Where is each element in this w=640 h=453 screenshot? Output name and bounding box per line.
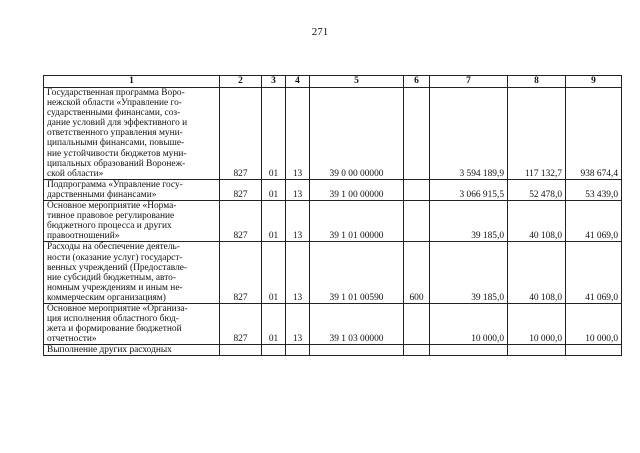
- row-name-cell: [44, 88, 220, 180]
- ministry-code-cell: [220, 345, 262, 356]
- target-article-cell: 39 0 00 00000: [310, 88, 404, 180]
- row-name-cell: [44, 345, 220, 356]
- header-cell-3: 3: [262, 76, 286, 88]
- ministry-code-cell: 827: [220, 179, 262, 200]
- header-cell-5: 5: [310, 76, 404, 88]
- subsection-cell: [286, 345, 310, 356]
- amount-col7-cell: 39 185,0: [430, 242, 508, 304]
- table-row: [44, 303, 622, 344]
- name-line: Основное мероприятие «Норма-: [47, 201, 177, 212]
- expense-type-cell: [404, 179, 430, 200]
- page-number: 271: [311, 26, 329, 38]
- name-line: отчетности»: [47, 334, 97, 345]
- target-article-cell: 39 1 00 00000: [310, 179, 404, 200]
- amount-col9-cell: 53 439,0: [566, 179, 622, 200]
- header-cell-6: 6: [404, 76, 430, 88]
- name-line: Расходы на обеспечение деятель-: [47, 242, 180, 253]
- amount-col7-cell: [430, 345, 508, 356]
- name-line: номным учреждениям и иным не-: [47, 282, 183, 293]
- name-line: венных учреждений (Предоставле-: [47, 262, 188, 273]
- target-article-cell: [310, 345, 404, 356]
- amount-col8-cell: 40 108,0: [508, 201, 566, 242]
- table-row: [44, 242, 622, 304]
- target-article-cell: 39 1 01 00590: [310, 242, 404, 304]
- subsection-cell: 13: [286, 179, 310, 200]
- amount-col7-cell: 3 066 915,5: [430, 179, 508, 200]
- amount-col8-cell: 40 108,0: [508, 242, 566, 304]
- amount-col8-cell: 117 132,7: [508, 88, 566, 180]
- name-line: Основное мероприятие «Организа-: [47, 303, 188, 314]
- header-cell-4: 4: [286, 76, 310, 88]
- name-line: ние устойчивости бюджетов муни-: [47, 148, 187, 159]
- name-line: бюджетного процесса и других: [47, 221, 172, 232]
- name-line: коммерческим организациям): [47, 292, 166, 303]
- name-line: дание условий для эффективного и: [47, 118, 188, 129]
- section-cell: [262, 345, 286, 356]
- ministry-code-cell: 827: [220, 242, 262, 304]
- row-name-cell: [44, 242, 220, 304]
- header-cell-2: 2: [220, 76, 262, 88]
- name-line: ция исполнения областного бюд-: [47, 314, 179, 325]
- subsection-cell: 13: [286, 242, 310, 304]
- subsection-cell: 13: [286, 88, 310, 180]
- header-cell-7: 7: [430, 76, 508, 88]
- amount-col9-cell: [566, 345, 622, 356]
- table-row: [44, 201, 622, 242]
- amount-col8-cell: 52 478,0: [508, 179, 566, 200]
- name-line: ответственного управления муни-: [47, 128, 183, 139]
- expense-type-cell: [404, 88, 430, 180]
- target-article-cell: 39 1 01 00000: [310, 201, 404, 242]
- section-cell: 01: [262, 88, 286, 180]
- name-line: Государственная программа Воро-: [47, 88, 185, 98]
- amount-col8-cell: [508, 345, 566, 356]
- amount-col7-cell: 39 185,0: [430, 201, 508, 242]
- name-line: дарственными финансами»: [47, 189, 157, 200]
- section-cell: 01: [262, 179, 286, 200]
- table-row: [44, 179, 622, 200]
- header-cell-1: 1: [44, 76, 220, 88]
- amount-col9-cell: 41 069,0: [566, 201, 622, 242]
- section-cell: 01: [262, 303, 286, 344]
- section-cell: 01: [262, 242, 286, 304]
- expense-type-cell: [404, 303, 430, 344]
- section-cell: 01: [262, 201, 286, 242]
- name-line: ципальными финансами, повыше-: [47, 138, 185, 149]
- table-row: [44, 88, 622, 180]
- header-cell-8: 8: [508, 76, 566, 88]
- amount-col9-cell: 41 069,0: [566, 242, 622, 304]
- amount-col9-cell: 10 000,0: [566, 303, 622, 344]
- budget-table: [43, 75, 622, 356]
- amount-col9-cell: 938 674,4: [566, 88, 622, 180]
- expense-type-cell: [404, 345, 430, 356]
- ministry-code-cell: 827: [220, 88, 262, 180]
- target-article-cell: 39 1 03 00000: [310, 303, 404, 344]
- name-line: нежской области «Управление го-: [47, 98, 182, 109]
- amount-col7-cell: 3 594 189,9: [430, 88, 508, 180]
- name-line: сударственными финансами, соз-: [47, 108, 181, 119]
- ministry-code-cell: 827: [220, 303, 262, 344]
- row-name-cell: [44, 201, 220, 242]
- ministry-code-cell: 827: [220, 201, 262, 242]
- amount-col7-cell: 10 000,0: [430, 303, 508, 344]
- subsection-cell: 13: [286, 201, 310, 242]
- name-line: тивное правовое регулирование: [47, 211, 175, 222]
- name-line: ципальных образований Воронеж-: [47, 158, 186, 169]
- name-line: жета и формирование бюджетной: [47, 324, 182, 335]
- header-cell-9: 9: [566, 76, 622, 88]
- amount-col8-cell: 10 000,0: [508, 303, 566, 344]
- expense-type-cell: [404, 201, 430, 242]
- name-line: Выполнение других расходных: [47, 345, 172, 356]
- name-line: ской области»: [47, 168, 104, 179]
- table-row: [44, 345, 622, 356]
- name-line: правоотношений»: [47, 231, 120, 242]
- name-line: Подпрограмма «Управление госу-: [47, 179, 183, 190]
- subsection-cell: 13: [286, 303, 310, 344]
- row-name-cell: [44, 303, 220, 344]
- expense-type-cell: 600: [404, 242, 430, 304]
- name-line: ности (оказание услуг) государст-: [47, 252, 183, 263]
- row-name-cell: [44, 179, 220, 200]
- name-line: ние субсидий бюджетным, авто-: [47, 272, 176, 283]
- header-row: [44, 76, 622, 88]
